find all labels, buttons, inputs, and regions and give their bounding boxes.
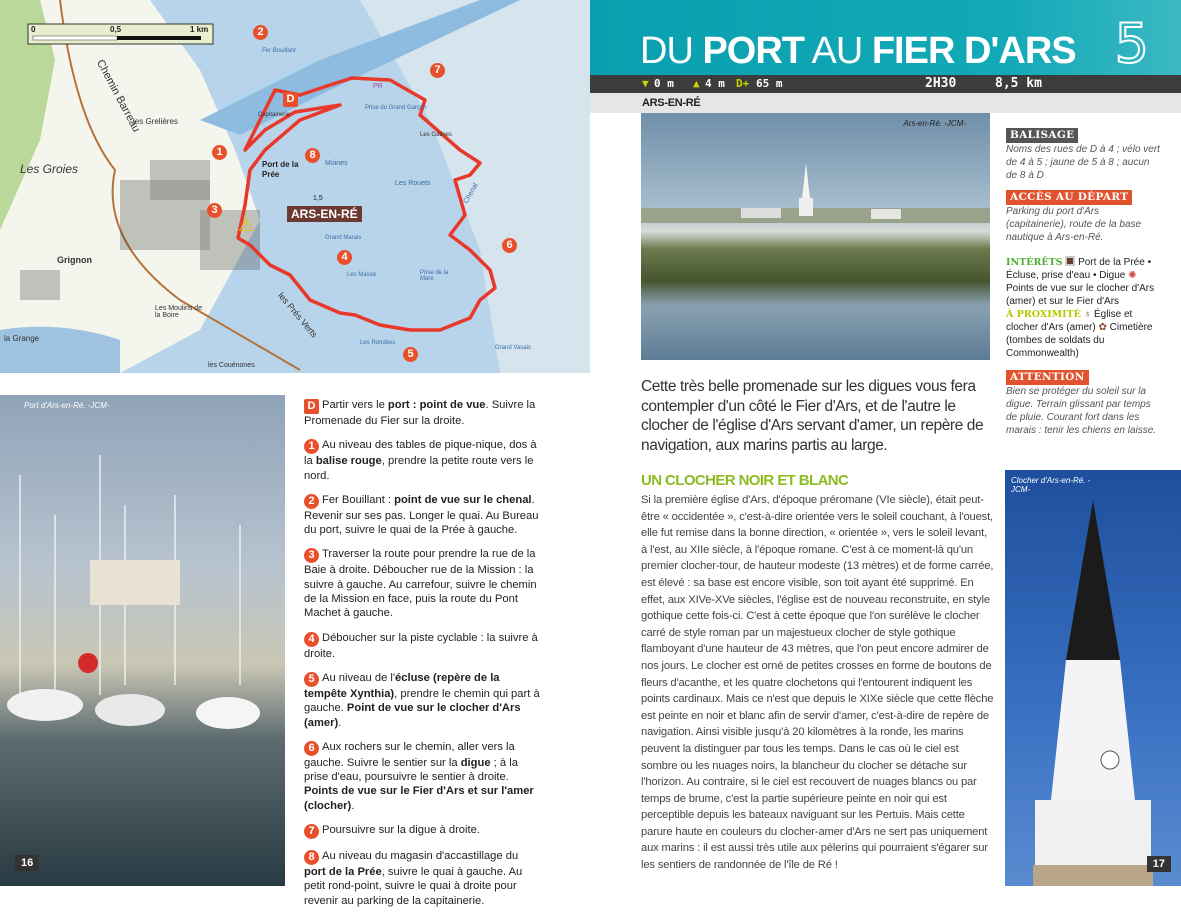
max-altitude-icon: ▲: [693, 77, 700, 90]
map-label: les Prés Verts: [276, 290, 320, 340]
step-marker: 2: [304, 494, 319, 509]
map-label: Les Massé: [347, 272, 377, 278]
route-number: 5: [1114, 12, 1149, 75]
title-part: FIER D'ARS: [871, 30, 1076, 72]
title-part: DU: [640, 30, 703, 72]
min-altitude-icon: ▼: [642, 77, 649, 90]
step-text-bold: digue: [460, 756, 491, 769]
step-text: Partir vers le: [322, 399, 388, 411]
map-label: Moines: [325, 160, 348, 167]
map-label: Port de la Prée: [262, 160, 299, 179]
map-marker-1[interactable]: 1: [212, 145, 227, 160]
body-text: Si la première église d'Ars, d'époque préromane (VIe siècle), était peut-être « occidentée », c'est-à-dire orientée vers le soleil couchant, à l'ouest, elle fut remise dans la bonne direction, « orientée », vers le soleil levant, à l'est, au XIIe siècle, à l'époque romane. C'est à ce moment-là qu'un premier clocher-tour, de hauteur modeste (13 mètres) et de forme carrée, est élevé : sa base est encore visible, son toit ayant été supprimé. En effet, aux XIVe-XVe siècles, l'église est de nouveau reconstruite, en style gothique cette fois-ci. C'est à cette époque que l'on surélève le clocher carré de style roman par un majestueux clocher de style gothique flamboyant d'une hauteur de 43 mètres, que l'on peut encore admirer de nos jours. Le clocher est orné de petites crosses en forme de boutons de fleurs d'acanthe, et les quatre clochetons qui l'entourent indiquent les points cardinaux. Mais ce n'est que depuis le XIXe siècle que cette flèche est peinte en noir et blanc afin de servir d'amer, c'est-à-dire de repère de navigation. Ainsi visible jusqu'à 20 kilomètres à la ronde, les marins peuvent la distinguer par tous les temps. Dans le cas où le ciel est sombre ou les nuages noirs, la blancheur du clocher se détache sur l'horizon. Au contraire, si le ciel est recouvert de nuages blancs ou par temps de brume, c'est la partie supérieure peinte en noir qui est perceptible depuis les bateaux naviguant sur les Pertuis. Mais cette parure haute en couleurs du clocher-amer d'Ars ne sert pas uniquement aux marins : il est aussi très utile aux pèlerins qui pourraient s'égarer sur les sentiers de randonnée de l'île de Ré !: [641, 494, 994, 872]
map-label: 1,5: [313, 195, 323, 202]
map-label: Grand Vasais: [495, 345, 531, 351]
step-text: .: [351, 799, 355, 812]
step-text: Traverser la route pour prendre la rue de la Baie à droite. Déboucher rue de la Mission : la suivre à gauche. Au carrefour, suivre le chemin de la Mission en face, puis la route du Pont Machet à gauche.: [304, 548, 537, 620]
direction-step: [304, 493, 541, 538]
direction-step: [304, 631, 541, 661]
direction-step: [304, 671, 541, 730]
interets-label: INTÉRÊTS: [1006, 257, 1063, 268]
map-label: les Grelières: [133, 117, 178, 126]
direction-step: [304, 849, 541, 908]
direction-step: [304, 740, 541, 813]
attention-text: Bien se protéger du soleil sur la digue. Terrain glissant par temps de pluie. Courant fort dans les marais : tenir les chiens en laisse.: [1006, 386, 1157, 436]
proximite-1: Église et clocher d'Ars (amer): [1006, 309, 1133, 333]
step-text: Fer Bouillant :: [322, 493, 395, 506]
map-label: Les Rondées: [360, 340, 396, 346]
duration: 2H30: [925, 76, 957, 91]
step-text: Aux rochers sur le chemin, aller vers la gauche. Suivre le sentier sur la: [304, 740, 515, 769]
step-text: Poursuivre sur la digue à droite.: [322, 824, 480, 837]
map-marker-4[interactable]: 4: [337, 250, 352, 265]
map-label: Les Gâtines: [420, 132, 453, 138]
map-marker-5[interactable]: 5: [403, 347, 418, 362]
step-marker: 7: [304, 824, 319, 839]
map-label: Fer Bouillant: [262, 48, 296, 54]
acces-text: Parking du port d'Ars (capitainerie), route de la base nautique à Ars-en-Ré.: [1006, 206, 1142, 243]
map-label: Chenal: [462, 182, 480, 205]
clocher-photo: [1005, 470, 1181, 886]
map-label: la Grange: [4, 334, 40, 343]
town-label: ARS-EN-RÉ: [287, 206, 362, 222]
ars-photo: [641, 113, 990, 360]
interets-3: Points de vue sur le clocher d'Ars (amer) et sur le Fier d'Ars: [1006, 283, 1155, 307]
step-marker: 4: [304, 632, 319, 647]
proximite-2: Cimetière (tombes de soldats du Commonwealth): [1006, 322, 1153, 359]
min-altitude: 0 m: [654, 77, 674, 90]
direction-step: [304, 547, 541, 620]
port-photo: [0, 395, 285, 886]
balisage-text: Noms des rues de D à 4 ; vélo vert de 4 à 5 ; jaune de 5 à 8 ; aucun de 8 à D: [1006, 144, 1160, 181]
map-marker-3[interactable]: 3: [207, 203, 222, 218]
map-label: Chemin Barreau: [93, 57, 143, 135]
step-text-bold: balise rouge: [315, 455, 382, 468]
map-label: Les Moulins de la Boire: [155, 305, 203, 319]
map-label: PR: [373, 83, 383, 90]
port-icon: [1065, 256, 1075, 266]
scale-full: 1 km: [190, 25, 209, 34]
step-text: Au niveau des tables de pique-nique, dos à la: [304, 439, 537, 468]
step-text-bold: port de la Prée: [304, 866, 382, 879]
map-marker-2[interactable]: 2: [253, 25, 268, 40]
step-marker: 3: [304, 548, 319, 563]
step-marker: 5: [304, 672, 319, 687]
step-text-bold: port : point de vue: [387, 399, 486, 411]
scale-zero: 0: [31, 25, 36, 34]
cemetery-icon: ✿: [1098, 322, 1107, 333]
step-text: , prendre la petite route vers le nord.: [304, 455, 534, 482]
map-marker-d[interactable]: D: [283, 92, 298, 107]
step-marker: D: [304, 399, 319, 414]
step-text-bold: Point de vue sur le clocher d'Ars (amer): [304, 702, 521, 729]
step-text: .: [338, 716, 342, 729]
step-marker: 1: [304, 439, 319, 454]
map-marker-6[interactable]: 6: [502, 238, 517, 253]
step-text: , prendre le chemin qui part à gauche.: [304, 687, 540, 715]
step-text: Au niveau de l': [322, 671, 396, 684]
stats-bar: [590, 75, 1181, 93]
step-text: Au niveau du magasin d'accastillage du: [322, 850, 519, 863]
photo-caption: Clocher d'Ars-en-Ré. -JCM-: [1011, 476, 1091, 494]
direction-step: [304, 823, 541, 839]
title-part: AU: [804, 30, 872, 72]
step-text: , suivre le quai à gauche. Au petit rond-point, suivre le quai à droite pour revenir au parking de la capitainerie.: [304, 866, 523, 907]
title-part: PORT: [702, 30, 805, 72]
direction-step: [304, 438, 541, 483]
step-marker: 6: [304, 741, 319, 756]
viewpoint-icon: ✺: [1128, 270, 1137, 281]
interets-2: • Écluse, prise d'eau • Digue: [1006, 257, 1152, 281]
proximite-label: À PROXIMITÉ: [1006, 309, 1081, 320]
max-altitude: 4 m: [705, 77, 725, 90]
map-label: Grignon: [57, 255, 92, 265]
photo-caption: Ars-en-Ré. -JCM-: [903, 119, 966, 128]
step-text: . Revenir sur ses pas. Longer le quai. Au Bureau du port, suivre le quai de la Prée à gauche.: [304, 493, 539, 537]
location-label: ARS-EN-RÉ: [590, 93, 1181, 113]
info-sidebar: [1006, 128, 1161, 445]
route-map: [0, 0, 590, 373]
distance: 8,5 km: [995, 76, 1042, 91]
map-marker-7[interactable]: 7: [430, 63, 445, 78]
map-marker-8[interactable]: 8: [305, 148, 320, 163]
acces-label: ACCÈS AU DÉPART: [1006, 190, 1132, 205]
route-header: [590, 0, 1181, 75]
map-label: Prise de la Mare: [420, 270, 449, 282]
attention-label: ATTENTION: [1006, 370, 1089, 385]
section-heading: UN CLOCHER NOIR ET BLANC: [641, 472, 849, 489]
page-number: 17: [1147, 856, 1171, 872]
intro-text: Cette très belle promenade sur les digues vous fera contempler d'un côté le Fier d'Ars, et de l'autre le clocher de l'église d'Ars servant d'amer, un repère de navigation, aux marins partis au large.: [641, 378, 984, 454]
page-title: [640, 30, 1076, 73]
step-text: ; à la prise d'eau, poursuivre le sentier à droite.: [304, 756, 518, 784]
elevation-gain: 65 m: [756, 77, 783, 90]
step-text-bold: point de vue sur le chenal: [394, 493, 532, 506]
map-label: Capitainerie: [258, 112, 291, 118]
page-number: 16: [15, 855, 39, 871]
step-marker: 8: [304, 850, 319, 865]
step-text: Déboucher sur la piste cyclable : la suivre à droite.: [304, 631, 538, 660]
map-label: Les Groies: [20, 162, 79, 176]
map-label: Les Rouets: [395, 180, 431, 187]
step-text: . Suivre la Promenade du Fier sur la droite.: [304, 399, 536, 427]
route-directions: [304, 398, 541, 918]
map-label: les Couénones: [208, 362, 255, 369]
balisage-label: BALISAGE: [1006, 128, 1078, 143]
direction-step: [304, 398, 541, 428]
elevation-gain-label: D+: [736, 77, 750, 90]
map-label: Grand Marais: [325, 235, 362, 241]
map-label: Prise du Grand Garçon: [365, 105, 427, 111]
scale-half: 0,5: [110, 25, 122, 34]
photo-caption: Port d'Ars-en-Ré. -JCM-: [24, 401, 110, 410]
church-icon: ♁: [1083, 309, 1092, 320]
interets-1: Port de la Prée: [1078, 257, 1145, 268]
warning-icon: ⚠: [238, 215, 255, 235]
step-text-bold: Points de vue sur le Fier d'Ars et sur l'amer (clocher): [304, 785, 534, 812]
step-text-bold: écluse (repère de la tempête Xynthia): [304, 671, 500, 700]
